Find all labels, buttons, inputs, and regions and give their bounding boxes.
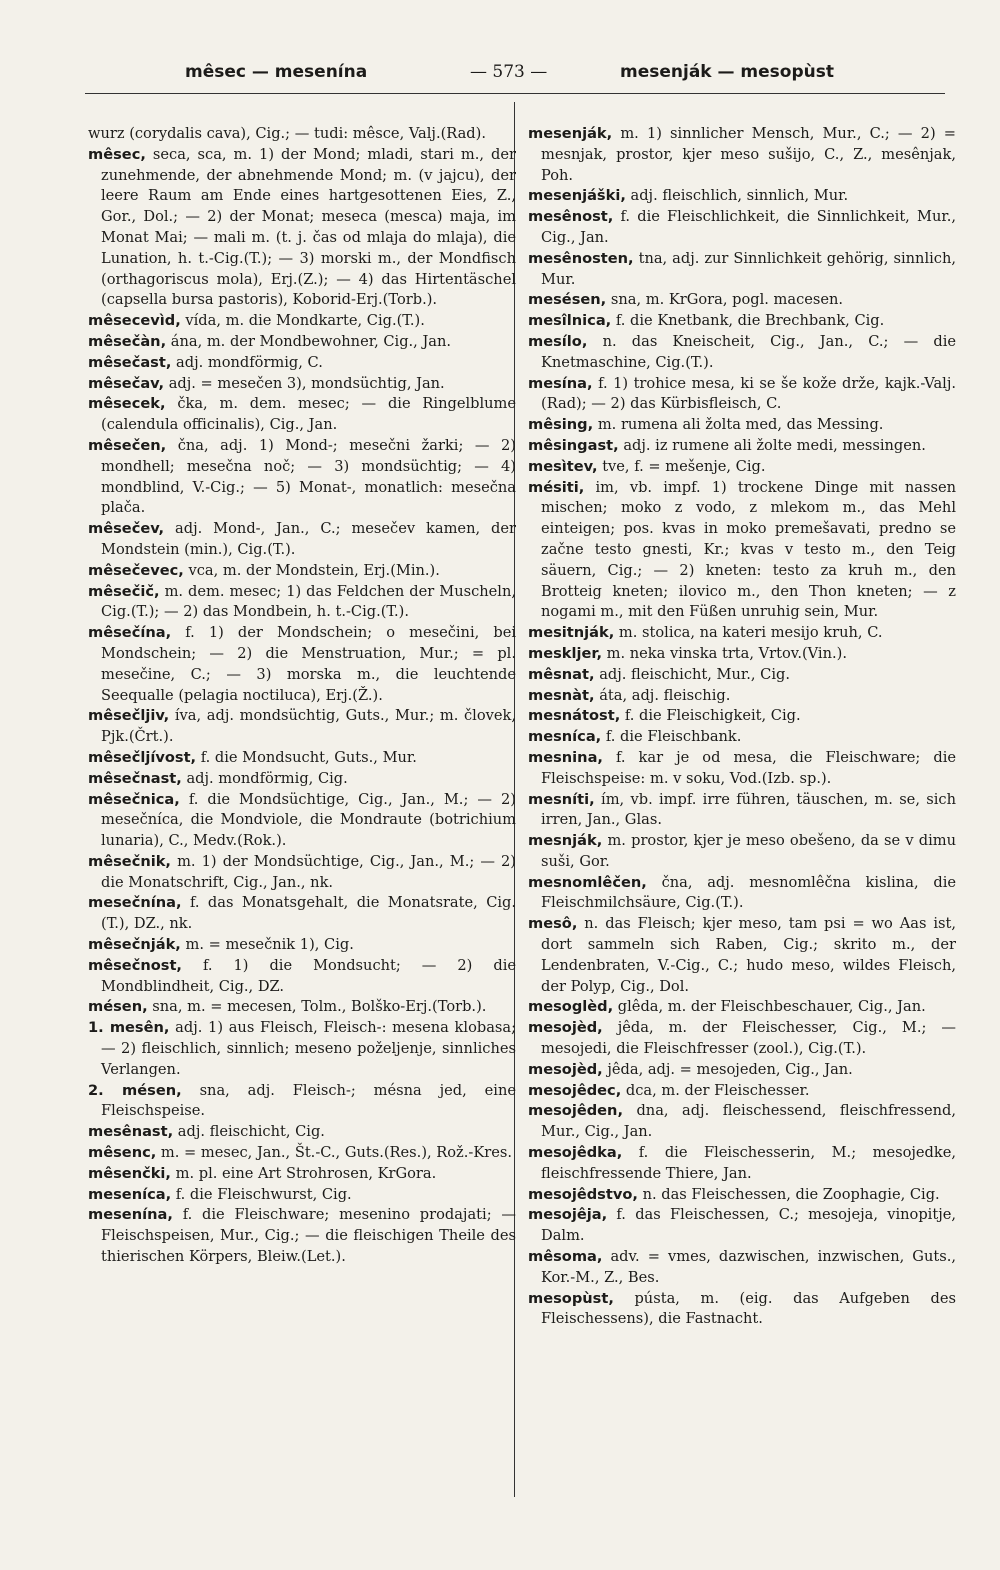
- entry-headword: mesklјer,: [528, 644, 602, 662]
- dictionary-entry: [528, 914, 956, 997]
- entry-definition: pústa, m. (eig. das Aufgeben des Fleischessens), die Fastnacht.: [541, 1289, 956, 1328]
- entry-headword: mêsečnast,: [88, 769, 182, 787]
- entry-definition: m. pl. eine Art Strohrosen, KrGora.: [175, 1164, 437, 1182]
- dictionary-entry: [88, 311, 516, 332]
- dictionary-entry: [528, 1205, 956, 1247]
- dictionary-entry: [88, 1143, 516, 1164]
- entry-definition: f. 1) die Mondsucht; — 2) die Mondblindheit, Cig., DZ.: [101, 956, 516, 995]
- dictionary-entry: [88, 852, 516, 894]
- dictionary-entry: [528, 748, 956, 790]
- dictionary-entry: [88, 582, 516, 624]
- entry-definition: ím, vb. impf. irre führen, täuschen, m. se, sich irren, Jan., Glas.: [541, 790, 956, 829]
- dictionary-entry: [88, 1018, 516, 1080]
- entry-headword: mêsečína,: [88, 624, 172, 642]
- entry-headword: mesô,: [528, 915, 578, 933]
- entry-definition: m. = mesečnik 1), Cig.: [185, 936, 354, 954]
- entry-definition: m. prostor, kjer je meso obešeno, da se v dimu suši, Gor.: [541, 832, 956, 870]
- entry-headword: mesìtev,: [528, 457, 598, 475]
- dictionary-entry: [528, 124, 956, 186]
- entry-headword: mésiti,: [528, 478, 585, 496]
- dictionary-entry: [528, 1018, 956, 1060]
- dictionary-entry: [528, 457, 956, 478]
- entry-headword: mesílo,: [528, 332, 588, 350]
- entry-definition: glêda, m. der Fleischbeschauer, Cig., Jan.: [617, 998, 926, 1016]
- entry-headword: mêsecevìd,: [88, 312, 181, 330]
- dictionary-entry: [528, 249, 956, 291]
- entry-definition: f. das Fleischessen, C.; mesojeja, vinopitje, Dalm.: [541, 1206, 956, 1245]
- entry-headword: mesína,: [528, 374, 593, 392]
- dictionary-entry: [88, 394, 516, 436]
- entry-headword: mesênosten,: [528, 249, 634, 267]
- entry-headword: mesenjáški,: [528, 187, 626, 205]
- dictionary-entry: [528, 644, 956, 665]
- entry-definition: dca, m. der Fleischesser.: [625, 1081, 810, 1099]
- entry-definition: ána, m. der Mondbewohner, Cig., Jan.: [170, 332, 452, 350]
- dictionary-entry: [88, 353, 516, 374]
- entry-definition: f. die Mondsucht, Guts., Mur.: [200, 748, 417, 766]
- dictionary-entry: [528, 665, 956, 686]
- entry-definition: wurz (corydalis cava), Cig.; — tudi: mêsce, Valj.(Rad).: [88, 125, 486, 142]
- entry-headword: mesnina,: [528, 748, 603, 766]
- entry-headword: mesênast,: [88, 1123, 174, 1141]
- entry-definition: f. die Fleischbank.: [605, 728, 742, 746]
- dictionary-entry: [88, 956, 516, 998]
- header-left-guide-words: mêsec — mesenína: [185, 62, 368, 82]
- entry-headword: mesojêdstvo,: [528, 1185, 638, 1203]
- dictionary-entry: [528, 1247, 956, 1289]
- dictionary-entry: [528, 1289, 956, 1331]
- entry-headword: mesîlnica,: [528, 312, 612, 330]
- entry-definition: f. die Knetbank, die Brechbank, Cig.: [615, 312, 885, 330]
- entry-definition: vída, m. die Mondkarte, Cig.(T.).: [185, 312, 425, 330]
- dictionary-entry: [88, 748, 516, 769]
- dictionary-entry: [88, 935, 516, 956]
- dictionary-entry: [88, 623, 516, 706]
- entry-definition: f. kar je od mesa, die Fleischware; die Fleischspeise: m. v soku, Vod.(Izb. sp.).: [541, 748, 956, 787]
- entry-definition: adj. mondförmig, C.: [176, 353, 323, 371]
- page-header: [85, 58, 945, 92]
- dictionary-entry: [528, 831, 956, 873]
- dictionary-entry: [88, 1081, 516, 1123]
- dictionary-entry: [528, 478, 956, 624]
- dictionary-entry: [528, 207, 956, 249]
- entry-definition: áta, adj. fleischig.: [599, 686, 731, 704]
- entry-headword: mêsečàn,: [88, 332, 167, 350]
- entry-definition: adj. fleischlich, sinnlich, Mur.: [630, 187, 849, 205]
- entry-headword: mesníca,: [528, 728, 602, 746]
- dictionary-entry: [528, 290, 956, 311]
- entry-definition: adj. fleischicht, Cig.: [177, 1123, 325, 1141]
- entry-definition: f. die Fleischlichkeit, die Sinnlichkeit, Mur., Cig., Jan.: [541, 208, 956, 246]
- dictionary-entry: [88, 1205, 516, 1267]
- entry-definition: m. 1) sinnlicher Mensch, Mur., C.; — 2) = mesnjak, prostor, kjer meso sušijo, C., Z., mesênjak, Poh.: [541, 125, 956, 184]
- entry-headword: mêsecek,: [88, 395, 166, 413]
- right-column: [528, 124, 956, 1524]
- dictionary-entry: [528, 1101, 956, 1143]
- entry-headword: mêsenc,: [88, 1144, 157, 1162]
- entry-headword: mesojêden,: [528, 1102, 623, 1120]
- entry-headword: mêsečen,: [88, 436, 167, 454]
- entry-headword: mesojêja,: [528, 1206, 608, 1224]
- entry-headword: mesnják,: [528, 832, 603, 850]
- entry-definition: sna, m. = mecesen, Tolm., Bolško-Erj.(Torb.).: [152, 998, 487, 1016]
- entry-headword: mesoglèd,: [528, 998, 614, 1016]
- entry-headword: mesnàt,: [528, 686, 595, 704]
- entry-definition: dna, adj. fleischessend, fleischfressend, Mur., Cig., Jan.: [541, 1102, 956, 1141]
- entry-definition: m. rumena ali žolta med, das Messing.: [597, 416, 884, 434]
- dictionary-entry: [88, 706, 516, 748]
- entry-definition: f. das Monatsgehalt, die Monatsrate, Cig.(T.), DZ., nk.: [101, 894, 516, 933]
- entry-definition: adj. mondförmig, Cig.: [186, 769, 348, 787]
- dictionary-entry: [528, 1060, 956, 1081]
- entry-definition: im, vb. impf. 1) trockene Dinge mit nassen mischen; moko z vodo, z mlekom m., das Mehl einteigen; pos. kvas in moko premešavati, predno se začne testo gnesti, Kr.; kvas v testo m., den Teig säuern, Cig.; — 2) kneten: testo za kruh m., den Brotteig kneten; ilovico m., den Thon kneten; — z nogami m., mit den Füßen unruhig sein, Mur.: [541, 478, 956, 621]
- dictionary-entry: [88, 561, 516, 582]
- entry-headword: mesojêdec,: [528, 1081, 622, 1099]
- entry-headword: mesésen,: [528, 291, 607, 309]
- entry-definition: n. das Kneischeit, Cig., Jan., C.; — die Knetmaschine, Cig.(T.).: [541, 332, 956, 371]
- entry-definition: f. die Fleischware; mesenino prodajati; — Fleischspeisen, Mur., Cig.; — die fleischigen Theile des thierischen Körpers, Bleiw.(Let.).: [101, 1206, 516, 1266]
- dictionary-entry: [88, 1164, 516, 1185]
- dictionary-entry: [88, 1122, 516, 1143]
- entry-definition: adj. Mond-, Jan., C.; mesečev kamen, der Mondstein (min.), Cig.(T.).: [101, 520, 516, 558]
- entry-headword: mêsečnik,: [88, 852, 171, 870]
- entry-definition: čna, adj. mesnomlêčna kislina, die Fleischmilchsäure, Cig.(T.).: [541, 873, 956, 912]
- dictionary-entry: [528, 1143, 956, 1185]
- dictionary-entry: [88, 124, 516, 145]
- entry-definition: adv. = vmes, dazwischen, inzwischen, Guts., Kor.-M., Z., Bes.: [541, 1248, 956, 1286]
- entry-definition: f. die Fleischigkeit, Cig.: [624, 707, 801, 725]
- entry-headword: mêsečast,: [88, 353, 172, 371]
- entry-definition: f. die Fleischwurst, Cig.: [175, 1185, 352, 1203]
- dictionary-entry: [528, 415, 956, 436]
- entry-headword: mesníti,: [528, 790, 595, 808]
- dictionary-entry: [528, 790, 956, 832]
- entry-definition: f. die Fleischesserin, M.; mesojedke, fleischfressende Thiere, Jan.: [541, 1144, 956, 1182]
- header-right-guide-words: mesenják — mesopùst: [620, 62, 834, 82]
- entry-headword: mesečnína,: [88, 894, 182, 912]
- dictionary-entry: [88, 145, 516, 311]
- entry-headword: mésen,: [88, 998, 148, 1016]
- entry-definition: jêda, m. der Fleischesser, Cig., M.; — mesojedi, die Fleischfresser (zool.), Cig.(T.).: [541, 1019, 956, 1058]
- entry-definition: f. 1) trohice mesa, ki se še kože drže, kajk.-Valj.(Rad); — 2) das Kürbisfleisch, C.: [541, 374, 956, 413]
- entry-definition: čna, adj. 1) Mond-; mesečni žarki; — 2) mondhell; mesečna noč; — 3) mondsüchtig; — 4) mondblind, V.-Cig.; — 5) Monat-, monatlich: mesečna plača.: [101, 436, 516, 517]
- entry-definition: seca, sca, m. 1) der Mond; mladi, stari m., der zunehmende, der abnehmende Mond; m. (v jajcu), der leere Raum am Ende eines hartgesottenen Eies, Z., Gor., Dol.; — 2) der Monat; meseca (mesca) maja, im Monat Mai; — mali m. (t. j. čas od mlaja do mlaja), die Lunation, h. t.-Cig.(T.); — 3) morski m., der Mondfisch (orthagoriscus mola), Erj.(Z.); — 4) das Hirtentäschel (capsella bursa pastoris), Koborid-Erj.(Torb.).: [101, 145, 516, 309]
- entry-headword: mesnomlêčen,: [528, 873, 647, 891]
- dictionary-entry: [528, 374, 956, 416]
- dictionary-entry: [528, 436, 956, 457]
- dictionary-entry: [528, 873, 956, 915]
- entry-headword: mesitnják,: [528, 624, 615, 642]
- entry-headword: mesenják,: [528, 125, 613, 142]
- entry-definition: m. neka vinska trta, Vrtov.(Vin.).: [606, 644, 847, 662]
- entry-headword: mesenína,: [88, 1206, 173, 1224]
- entry-definition: n. das Fleisch; kjer meso, tam psi = wo Aas ist, dort sammeln sich Raben, Cig.; skrito m., der Lendenbraten, V.-Cig., C.; hudo meso, wildes Fleisch, der Polyp, Cig., Dol.: [541, 915, 956, 995]
- dictionary-entry: [88, 893, 516, 935]
- entry-headword: mêsenčki,: [88, 1164, 171, 1182]
- left-column: [88, 124, 516, 1524]
- dictionary-entry: [88, 997, 516, 1018]
- page-number: — 573 —: [470, 62, 548, 82]
- entry-definition: m. stolica, na kateri mesijo kruh, C.: [618, 624, 883, 642]
- entry-headword: mêsečav,: [88, 374, 165, 392]
- entry-definition: m. = mesec, Jan., Št.-C., Guts.(Res.), Rož.-Kres.: [160, 1144, 512, 1162]
- dictionary-entry: [528, 1185, 956, 1206]
- entry-headword: mesênost,: [528, 208, 614, 226]
- dictionary-entry: [528, 997, 956, 1018]
- dictionary-entry: [528, 706, 956, 727]
- entry-headword: mêsečevec,: [88, 561, 184, 579]
- entry-definition: sna, m. KrGora, pogl. macesen.: [610, 291, 844, 309]
- entry-headword: mêsec,: [88, 145, 146, 163]
- dictionary-entry: [528, 1081, 956, 1102]
- entry-headword: mêsoma,: [528, 1248, 603, 1266]
- dictionary-entry: [88, 1185, 516, 1206]
- dictionary-entry: [528, 623, 956, 644]
- entry-headword: mêsnat,: [528, 665, 595, 683]
- entry-headword: mesojèd,: [528, 1019, 603, 1037]
- entry-headword: mêsečev,: [88, 520, 165, 538]
- entry-definition: adj. = mesečen 3), mondsüchtig, Jan.: [168, 374, 445, 392]
- entry-headword: mêsečljívost,: [88, 748, 197, 766]
- entry-definition: n. das Fleischessen, die Zoophagie, Cig.: [642, 1185, 940, 1203]
- entry-definition: adj. 1) aus Fleisch, Fleisch-: mesena klobasa; — 2) fleischlich, sinnlich; meseno poželjenje, sinnliches Verlangen.: [101, 1019, 516, 1078]
- dictionary-entry: [528, 686, 956, 707]
- entry-definition: m. dem. mesec; 1) das Feldchen der Muscheln, Cig.(T.); — 2) das Mondbein, h. t.-Cig.(T.).: [101, 582, 516, 621]
- entry-headword: 1. mesên,: [88, 1019, 170, 1037]
- dictionary-entry: [88, 769, 516, 790]
- entry-definition: tve, f. = mešenje, Cig.: [602, 457, 766, 475]
- dictionary-entry: [528, 727, 956, 748]
- entry-definition: adj. iz rumene ali žolte medi, messingen.: [623, 436, 926, 454]
- dictionary-entry: [528, 186, 956, 207]
- dictionary-entry: [88, 790, 516, 852]
- entry-headword: mesojêdka,: [528, 1144, 623, 1162]
- entry-headword: mêsečnják,: [88, 936, 181, 954]
- dictionary-entry: [88, 374, 516, 395]
- entry-headword: mêsečnost,: [88, 956, 182, 974]
- entry-definition: sna, adj. Fleisch-; mésna jed, eine Fleischspeise.: [101, 1081, 516, 1120]
- entry-definition: f. 1) der Mondschein; o mesečini, bei Mondschein; — 2) die Menstruation, Mur.; = pl. mesečine, C.; — 3) morska m., die leuchtende Seequalle (pelagia noctiluca), Erj.(Ž.).: [101, 624, 516, 704]
- entry-headword: meseníca,: [88, 1185, 172, 1203]
- entry-headword: 2. mésen,: [88, 1081, 182, 1099]
- entry-definition: vca, m. der Mondstein, Erj.(Min.).: [188, 561, 440, 579]
- dictionary-entry: [88, 436, 516, 519]
- entry-definition: adj. fleischicht, Mur., Cig.: [599, 665, 790, 683]
- entry-headword: mesojèd,: [528, 1060, 603, 1078]
- dictionary-entry: [88, 332, 516, 353]
- entry-definition: f. die Mondsüchtige, Cig., Jan., M.; — 2) mesečníca, die Mondviole, die Mondraute (botrichium lunaria), C., Medv.(Rok.).: [101, 790, 516, 850]
- entry-headword: mêsečič,: [88, 582, 160, 600]
- dictionary-entry: [528, 332, 956, 374]
- dictionary-entry: [88, 519, 516, 561]
- entry-definition: čka, m. dem. mesec; — die Ringelblume (calendula officinalis), Cig., Jan.: [101, 395, 516, 434]
- header-rule: [85, 93, 945, 94]
- entry-headword: mêsingast,: [528, 436, 619, 454]
- entry-definition: tna, adj. zur Sinnlichkeit gehörig, sinnlich, Mur.: [541, 249, 956, 288]
- entry-headword: mêsečnica,: [88, 790, 180, 808]
- entry-definition: íva, adj. mondsüchtig, Guts., Mur.; m. človek, Pjk.(Črt.).: [101, 707, 516, 746]
- entry-definition: m. 1) der Mondsüchtige, Cig., Jan., M.; — 2) die Monatschrift, Cig., Jan., nk.: [101, 852, 516, 891]
- entry-headword: mesnátost,: [528, 707, 621, 725]
- entry-headword: mêsečljiv,: [88, 707, 170, 725]
- entry-definition: jêda, adj. = mesojeden, Cig., Jan.: [607, 1060, 853, 1078]
- entry-headword: mêsing,: [528, 416, 594, 434]
- dictionary-entry: [528, 311, 956, 332]
- entry-headword: mesopùst,: [528, 1289, 614, 1307]
